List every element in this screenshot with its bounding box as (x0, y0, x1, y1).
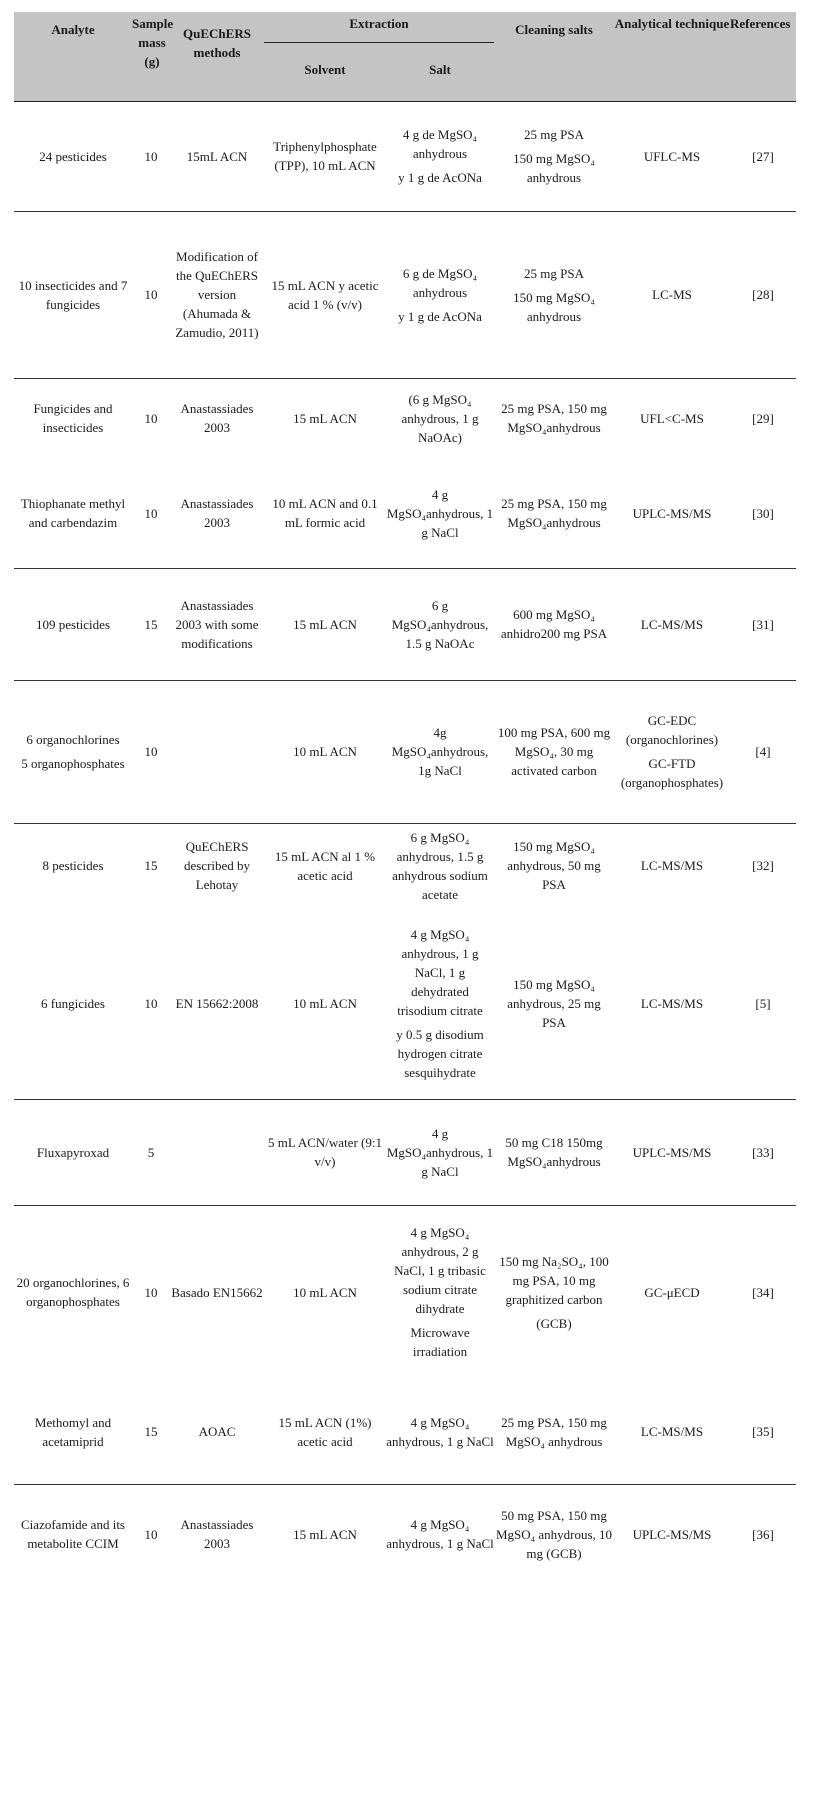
sample-mass-cell (132, 823, 170, 908)
method-cell (170, 568, 264, 680)
table-row (14, 101, 796, 212)
sample-mass-cell (132, 211, 170, 378)
cleaning-cell-text: 25 mg PSA, 150 mg MgSO₄anhydrous (501, 401, 607, 435)
table-row (14, 211, 796, 379)
analyte-cell-text: 109 pesticides (35, 616, 110, 632)
salt-cell-text: 6 g de MgSO₄ anhydrous (402, 265, 478, 300)
solvent-cell (264, 1484, 386, 1584)
technique-cell-text: UFL<C-MS (640, 410, 704, 426)
reference-cell (730, 680, 796, 823)
header-extraction: Extraction (349, 16, 409, 31)
reference-cell-text: [28] (752, 287, 774, 302)
solvent-cell-text: Triphenylphosphate (TPP), 10 mL ACN (273, 139, 377, 173)
reference-cell (730, 101, 796, 211)
method-cell-text: Anastassiades 2003 with some modifications (175, 597, 259, 651)
cleaning-cell-text: 25 mg PSA, 150 mg MgSO₄ anhydrous (501, 1414, 607, 1449)
sample-mass-cell-text: 10 (144, 1284, 158, 1300)
analyte-cell-text: Methomyl and acetamiprid (34, 1414, 112, 1449)
sample-mass-cell-text: 15 (144, 616, 158, 632)
sample-mass-cell (132, 680, 170, 823)
technique-cell-text: GC-FTD (organophosphates) (620, 756, 724, 790)
reference-cell-text: [35] (752, 1424, 774, 1439)
salt-cell (386, 680, 494, 823)
analyte-cell (14, 1484, 132, 1584)
cleaning-cell-text: 25 mg PSA (524, 127, 584, 142)
header-references: References (730, 16, 791, 31)
method-cell-text: QuEChERS described by Lehotay (183, 839, 251, 892)
salt-cell (386, 101, 494, 211)
reference-cell-text: [31] (752, 616, 774, 632)
method-cell-text: Anastassiades 2003 (180, 401, 254, 435)
salt-cell (386, 458, 494, 568)
technique-cell (614, 568, 730, 680)
cleaning-cell (494, 680, 614, 823)
reference-cell (730, 1099, 796, 1205)
table-row (14, 1205, 796, 1379)
table-header (14, 12, 796, 102)
salt-cell-text: y 1 g de AcONa (398, 170, 482, 185)
sample-mass-cell-text: 10 (144, 1526, 158, 1542)
table-row (14, 823, 796, 908)
reference-cell-text: [32] (752, 858, 774, 873)
cleaning-cell-text: 50 mg C18 150mg MgSO₄anhydrous (505, 1135, 603, 1169)
table-row (14, 1099, 796, 1206)
table-row (14, 1484, 796, 1584)
analyte-cell (14, 908, 132, 1099)
method-cell-text: Anastassiades 2003 (180, 1517, 254, 1551)
reference-cell (730, 568, 796, 680)
technique-cell-text: UFLC-MS (643, 148, 701, 164)
cleaning-cell-text: 150 mg Na₂SO₄, 100 mg PSA, 10 mg graphitized carbon (499, 1253, 609, 1307)
technique-cell (614, 1484, 730, 1584)
method-cell (170, 908, 264, 1099)
technique-cell (614, 1379, 730, 1484)
method-cell (170, 1379, 264, 1484)
solvent-cell (264, 1099, 386, 1205)
reference-cell (730, 908, 796, 1099)
table-row (14, 1379, 796, 1485)
sample-mass-cell (132, 1379, 170, 1484)
analyte-cell-text: Ciazofamide and its metabolite CCIM (21, 1517, 125, 1551)
salt-cell (386, 823, 494, 908)
salt-cell (386, 1205, 494, 1379)
method-cell (170, 1484, 264, 1584)
sample-mass-cell-text: 10 (144, 410, 158, 426)
technique-cell-text: UPLC-MS/MS (632, 505, 712, 521)
method-cell (170, 378, 264, 458)
analyte-cell-text: Fungicides and insecticides (33, 401, 113, 435)
header-salt: Salt (429, 62, 451, 77)
reference-cell-text: [33] (752, 1144, 774, 1160)
solvent-cell-text: 15 mL ACN (293, 1526, 357, 1542)
analyte-cell-text: 6 organochlorines (26, 732, 120, 747)
cleaning-cell-text: 100 mg PSA, 600 mg MgSO₄, 30 mg activated carbon (497, 725, 611, 778)
solvent-cell-text: 10 mL ACN and 0.1 mL formic acid (272, 496, 378, 530)
reference-cell (730, 211, 796, 378)
technique-cell (614, 458, 730, 568)
analyte-cell (14, 568, 132, 680)
reference-cell-text: [30] (752, 505, 774, 521)
analyte-cell-text: Thiophanate methyl and carbendazim (20, 496, 126, 530)
analyte-cell-text: 6 fungicides (41, 996, 105, 1011)
header-quechers: QuEChERS methods (183, 26, 251, 60)
analyte-cell-text: 24 pesticides (39, 148, 107, 164)
reference-cell (730, 458, 796, 568)
header-cleaning: Cleaning salts (515, 22, 593, 37)
salt-cell (386, 211, 494, 378)
sample-mass-cell (132, 908, 170, 1099)
solvent-cell (264, 1379, 386, 1484)
salt-cell-text: (6 g MgSO₄ anhydrous, 1 g NaOAc) (401, 391, 479, 445)
reference-cell-text: [36] (752, 1526, 774, 1542)
table-row (14, 908, 796, 1100)
analyte-cell (14, 1205, 132, 1379)
cleaning-cell (494, 568, 614, 680)
header-extraction-rule (264, 42, 494, 43)
cleaning-cell-text: (GCB) (536, 1315, 572, 1331)
solvent-cell (264, 908, 386, 1099)
analyte-cell-text: 5 organophosphates (21, 756, 125, 771)
solvent-cell (264, 823, 386, 908)
salt-cell (386, 378, 494, 458)
reference-cell (730, 1379, 796, 1484)
method-cell (170, 680, 264, 823)
analyte-cell (14, 823, 132, 908)
analyte-cell (14, 211, 132, 378)
cleaning-cell-text: 25 mg PSA (524, 265, 584, 281)
solvent-cell (264, 568, 386, 680)
salt-cell (386, 908, 494, 1099)
technique-cell (614, 680, 730, 823)
analyte-cell (14, 1099, 132, 1205)
technique-cell (614, 823, 730, 908)
salt-cell-text: 4 g MgSO₄ anhydrous, 2 g NaCl, 1 g tribasic sodium citrate dihydrate (394, 1225, 486, 1316)
cleaning-cell (494, 1484, 614, 1584)
method-cell (170, 823, 264, 908)
salt-cell-text: 4 g MgSO₄anhydrous, 1 g NaCl (386, 1125, 494, 1179)
sample-mass-cell-text: 10 (144, 148, 158, 164)
reference-cell-text: [29] (752, 410, 774, 426)
cleaning-cell-text: 150 mg MgSO₄ anhydrous, 25 mg PSA (507, 977, 601, 1030)
solvent-cell-text: 15 mL ACN (293, 410, 357, 426)
sample-mass-cell-text: 15 (144, 858, 158, 873)
analyte-cell (14, 101, 132, 211)
solvent-cell (264, 101, 386, 211)
cleaning-cell (494, 101, 614, 211)
reference-cell (730, 378, 796, 458)
method-cell-text: Anastassiades 2003 (180, 496, 254, 530)
solvent-cell (264, 458, 386, 568)
cleaning-cell (494, 458, 614, 568)
salt-cell-text: 4 g MgSO₄ anhydrous, 1 g NaCl, 1 g dehydrated trisodium citrate (397, 927, 483, 1018)
method-cell-text: EN 15662:2008 (175, 996, 259, 1011)
method-cell (170, 1099, 264, 1205)
sample-mass-cell (132, 101, 170, 211)
reference-cell-text: [27] (752, 148, 774, 164)
salt-cell-text: 4 g MgSO₄ anhydrous, 1 g NaCl (386, 1414, 494, 1449)
cleaning-cell (494, 823, 614, 908)
cleaning-cell-text: 150 mg MgSO₄ anhydrous, 50 mg PSA (507, 839, 601, 892)
analyte-cell-text: Fluxapyroxad (36, 1144, 110, 1160)
sample-mass-cell-text: 15 (144, 1424, 158, 1439)
table-row (14, 680, 796, 824)
salt-cell-text: 4 g de MgSO₄ anhydrous (402, 127, 478, 161)
cleaning-cell-text: 150 mg MgSO₄ anhydrous (513, 289, 595, 324)
solvent-cell-text: 15 mL ACN (1%) acetic acid (278, 1414, 372, 1449)
method-cell (170, 211, 264, 378)
analyte-cell-text: 20 organochlorines, 6 organophosphates (16, 1275, 130, 1309)
salt-cell-text: 4 g MgSO₄ anhydrous, 1 g NaCl (386, 1517, 494, 1551)
analyte-cell-text: 8 pesticides (42, 858, 104, 873)
technique-cell (614, 1099, 730, 1205)
solvent-cell (264, 211, 386, 378)
salt-cell (386, 1484, 494, 1584)
method-cell-text: Basado EN15662 (171, 1284, 263, 1300)
reference-cell (730, 1484, 796, 1584)
salt-cell-text: y 0.5 g disodium hydrogen citrate sesquihydrate (396, 1027, 484, 1080)
analyte-cell (14, 378, 132, 458)
technique-cell-text: LC-MS (652, 287, 692, 302)
solvent-cell-text: 15 mL ACN y acetic acid 1 % (v/v) (271, 277, 379, 312)
salt-cell-text: y 1 g de AcONa (398, 308, 482, 324)
solvent-cell-text: 15 mL ACN al 1 % acetic acid (274, 848, 376, 883)
technique-cell (614, 1205, 730, 1379)
cleaning-cell-text: 50 mg PSA, 150 mg MgSO₄ anhydrous, 10 mg (GCB) (495, 1507, 613, 1561)
solvent-cell (264, 378, 386, 458)
cleaning-cell (494, 1379, 614, 1484)
sample-mass-cell-text: 5 (147, 1144, 155, 1160)
reference-cell-text: [4] (755, 744, 771, 759)
method-cell (170, 458, 264, 568)
solvent-cell-text: 5 mL ACN/water (9:1 v/v) (268, 1135, 382, 1169)
technique-cell (614, 101, 730, 211)
technique-cell (614, 378, 730, 458)
sample-mass-cell-text: 10 (144, 744, 158, 759)
technique-cell-text: LC-MS/MS (640, 616, 704, 632)
header-technique: Analytical technique (614, 16, 730, 31)
technique-cell-text: LC-MS/MS (640, 1424, 704, 1439)
sample-mass-cell (132, 1205, 170, 1379)
reference-cell-text: [5] (755, 996, 771, 1011)
sample-mass-cell (132, 1484, 170, 1584)
sample-mass-cell (132, 458, 170, 568)
header-solvent: Solvent (304, 62, 346, 77)
reference-cell (730, 1205, 796, 1379)
method-cell-text: 15mL ACN (186, 148, 248, 164)
salt-cell-text: 4 g MgSO₄anhydrous, 1 g NaCl (386, 486, 494, 540)
method-cell-text: Modification of the QuEChERS version (Ahumada & Zamudio, 2011) (175, 249, 259, 340)
technique-cell-text: UPLC-MS/MS (632, 1526, 712, 1542)
analyte-cell-text: 10 insecticides and 7 fungicides (18, 277, 128, 312)
cleaning-cell-text: 150 mg MgSO₄ anhydrous (513, 151, 595, 185)
technique-cell (614, 908, 730, 1099)
sample-mass-cell-text: 10 (144, 287, 158, 302)
salt-cell (386, 1379, 494, 1484)
solvent-cell (264, 680, 386, 823)
sample-mass-cell (132, 568, 170, 680)
sample-mass-cell-text: 10 (144, 505, 158, 521)
analyte-cell (14, 680, 132, 823)
technique-cell-text: GC-EDC (organochlorines) (625, 713, 719, 747)
cleaning-cell (494, 908, 614, 1099)
analyte-cell (14, 458, 132, 568)
salt-cell-text: 6 g MgSO₄anhydrous, 1.5 g NaOAc (391, 597, 489, 651)
technique-cell-text: UPLC-MS/MS (632, 1144, 712, 1160)
cleaning-cell (494, 211, 614, 378)
salt-cell (386, 568, 494, 680)
method-cell-text: AOAC (198, 1424, 236, 1439)
table-row (14, 378, 796, 458)
sample-mass-cell (132, 378, 170, 458)
technique-cell-text: GC-μECD (644, 1284, 700, 1300)
salt-cell-text: 6 g MgSO₄ anhydrous, 1.5 g anhydrous sodium acetate (392, 829, 488, 902)
solvent-cell-text: 10 mL ACN (293, 744, 357, 759)
cleaning-cell-text: 25 mg PSA, 150 mg MgSO₄anhydrous (501, 496, 607, 530)
cleaning-cell (494, 1205, 614, 1379)
table-row (14, 458, 796, 569)
salt-cell (386, 1099, 494, 1205)
technique-cell-text: LC-MS/MS (640, 996, 704, 1011)
method-cell (170, 101, 264, 211)
reference-cell-text: [34] (752, 1284, 774, 1300)
solvent-cell-text: 10 mL ACN (293, 1284, 357, 1300)
cleaning-cell-text: 600 mg MgSO₄ anhidro200 mg PSA (500, 607, 608, 641)
table-row (14, 568, 796, 681)
analyte-cell (14, 1379, 132, 1484)
technique-cell-text: LC-MS/MS (640, 858, 704, 873)
sample-mass-cell (132, 1099, 170, 1205)
salt-cell-text: Microwave irradiation (410, 1325, 470, 1359)
cleaning-cell (494, 378, 614, 458)
header-sample-mass: Sample mass (g) (132, 16, 174, 69)
header-analyte: Analyte (51, 22, 95, 37)
technique-cell (614, 211, 730, 378)
reference-cell (730, 823, 796, 908)
solvent-cell-text: 15 mL ACN (293, 616, 357, 632)
cleaning-cell (494, 1099, 614, 1205)
method-cell (170, 1205, 264, 1379)
solvent-cell-text: 10 mL ACN (293, 996, 357, 1011)
salt-cell-text: 4g MgSO₄anhydrous, 1g NaCl (391, 725, 489, 778)
solvent-cell (264, 1205, 386, 1379)
sample-mass-cell-text: 10 (144, 996, 158, 1011)
